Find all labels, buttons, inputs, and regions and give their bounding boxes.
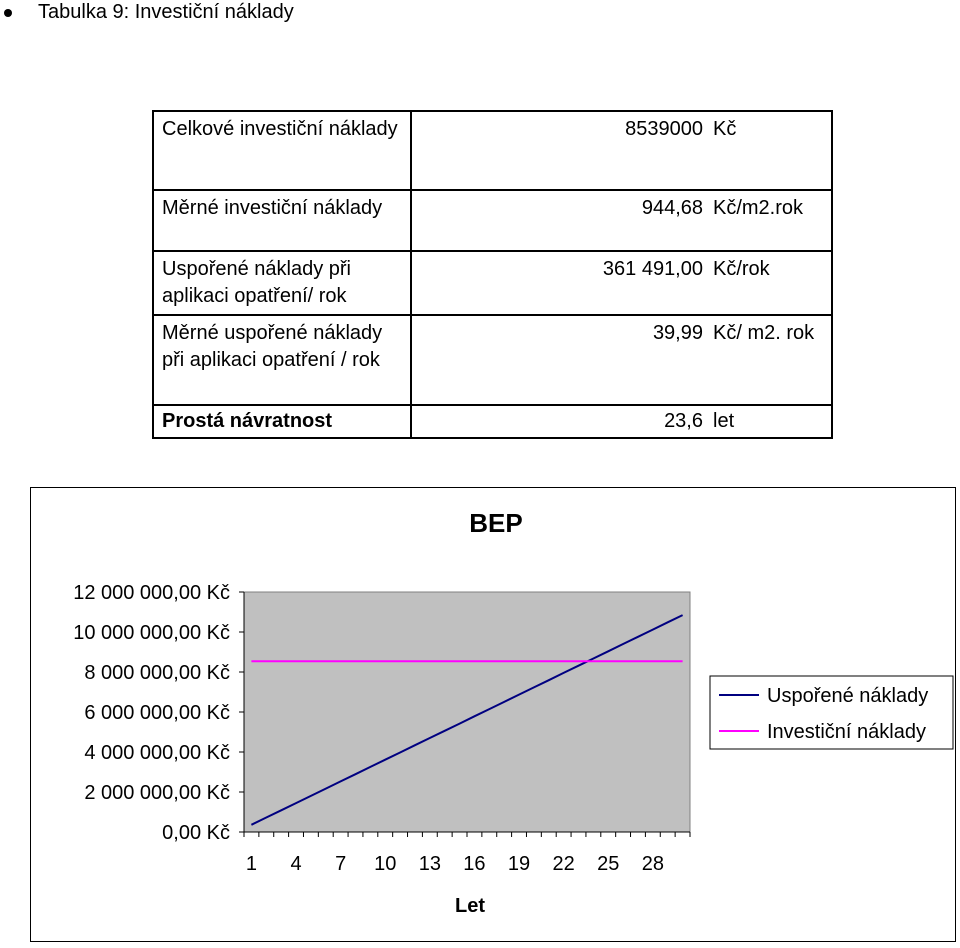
row-value: 361 491,00	[411, 251, 709, 315]
y-tick-label: 2 000 000,00 Kč	[84, 782, 230, 804]
caption-text: Tabulka 9: Investiční náklady	[38, 1, 294, 23]
y-tick-label: 4 000 000,00 Kč	[84, 742, 230, 764]
row-unit: Kč/m2.rok	[709, 190, 832, 251]
bep-chart	[30, 487, 956, 942]
chart-legend	[710, 676, 953, 749]
legend-label: Uspořené náklady	[767, 685, 929, 707]
x-tick-label: 10	[374, 853, 397, 875]
row-unit: Kč	[709, 111, 832, 190]
row-unit: let	[709, 405, 832, 438]
y-tick-label: 8 000 000,00 Kč	[84, 662, 230, 684]
x-tick-label: 22	[552, 853, 575, 875]
row-value: 23,6	[411, 405, 709, 438]
row-label: Měrné uspořené náklady při aplikaci opatření / rok	[153, 315, 411, 405]
investment-table	[152, 110, 833, 439]
bullet-icon	[4, 9, 12, 17]
row-unit: Kč/ m2. rok	[709, 315, 832, 405]
x-tick-label: 4	[290, 853, 302, 875]
row-label: Prostá návratnost	[153, 405, 411, 438]
row-label: Celkové investiční náklady	[153, 111, 411, 190]
y-axis	[73, 582, 244, 844]
row-value: 944,68	[411, 190, 709, 251]
x-tick-label: 1	[245, 853, 257, 875]
table-row	[153, 190, 832, 251]
y-tick-label: 10 000 000,00 Kč	[73, 622, 230, 644]
x-axis	[244, 832, 690, 875]
row-label: Uspořené náklady při aplikaci opatření/ rok	[153, 251, 411, 315]
x-tick-label: 13	[418, 853, 441, 875]
legend-label: Investiční náklady	[767, 721, 926, 743]
y-tick-label: 6 000 000,00 Kč	[84, 702, 230, 724]
table-row	[153, 251, 832, 315]
row-label: Měrné investiční náklady	[153, 190, 411, 251]
chart-title: BEP	[469, 508, 523, 538]
x-tick-label: 7	[335, 853, 347, 875]
row-value: 8539000	[411, 111, 709, 190]
row-value: 39,99	[411, 315, 709, 405]
row-unit: Kč/rok	[709, 251, 832, 315]
x-tick-label: 16	[463, 853, 486, 875]
y-tick-label: 0,00 Kč	[162, 822, 230, 844]
y-tick-label: 12 000 000,00 Kč	[73, 582, 230, 604]
x-axis-label: Let	[455, 895, 485, 917]
x-tick-label: 25	[597, 853, 620, 875]
x-tick-label: 28	[641, 853, 664, 875]
chart-svg	[31, 488, 957, 943]
x-tick-label: 19	[507, 853, 531, 875]
table-row	[153, 315, 832, 405]
table-row	[153, 111, 832, 190]
table-row	[153, 405, 832, 438]
